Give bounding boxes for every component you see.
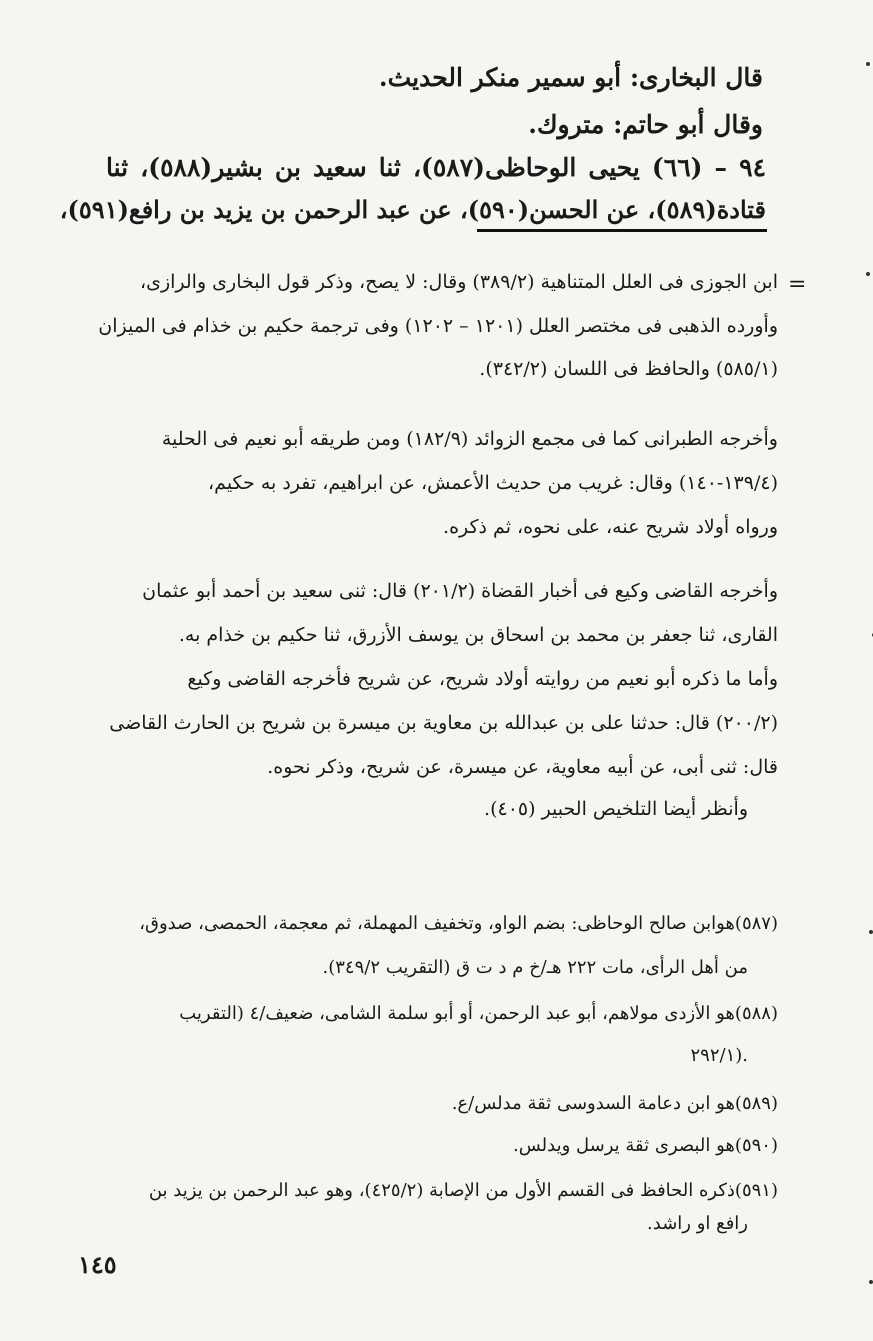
note-line: قال: ثنى أبى، عن أبيه معاوية، عن ميسرة، عن شريح، وذكر نحوه. [267,756,778,778]
note-line: (١٣٩/٤-١٤٠) وقال: غريب من حديث الأعمش، عن ابراهيم، تفرد به حكيم، [208,472,778,494]
footnote-line: رافع او راشد. [647,1213,748,1234]
scan-speck [869,930,873,934]
note-line: (٥٨٥/١) والحافظ فى اللسان (٣٤٢/٢). [479,358,778,380]
continuation-mark: = [788,272,807,297]
note-line: وأما ما ذكره أبو نعيم من روايته أولاد شريح، عن شريح فأخرجه القاضى وكيع [187,668,778,690]
scan-speck [869,1280,873,1284]
main-line-4: قتادة(٥٨٩)، عن الحسن(٥٩٠)، عن عبد الرحمن بن يزيد بن رافع(٥٩١)، [59,195,766,224]
note-line: ابن الجوزى فى العلل المتناهية (٣٨٩/٢) وقال: لا يصح، وذكر قول البخارى والرازى، [139,271,778,293]
footnote-line: ٢٩٢/١). [690,1045,748,1066]
note-line: وأنظر أيضا التلخيص الحبير (٤٠٥). [484,798,748,820]
note-line: وأخرجه الطبرانى كما فى مجمع الزوائد (١٨٢/٩) ومن طريقه أبو نعيم فى الحلية [161,428,778,450]
main-line-3: ٩٤ – (٦٦) يحيى الوحاظى(٥٨٧)، ثنا سعيد بن بشير(٥٨٨)، ثنا [106,153,766,182]
scan-speck [866,62,870,66]
note-line: القارى، ثنا جعفر بن محمد بن اسحاق بن يوسف الأزرق، ثنا حكيم بن خذام به. [178,624,778,646]
footnote-line: (٥٩١)ذكره الحافظ فى القسم الأول من الإصابة (٤٢٥/٢)، وهو عبد الرحمن بن يزيد بن [148,1180,778,1201]
footnote-line: (٥٨٨)هو الأزدى مولاهم، أبو عبد الرحمن، أو أبو سلمة الشامى، ضعيف/٤ (التقريب [179,1003,778,1024]
main-line-2: وقال أبو حاتم: متروك. [528,110,763,139]
footnote-line: من أهل الرأى، مات ٢٢٢ هـ/خ م د ت ق (التقريب ٣٤٩/٢). [322,957,748,978]
text-underline [477,229,767,232]
scan-speck [866,272,870,276]
page-number: ١٤٥ [78,1250,117,1279]
footnote-line: (٥٨٧)هوابن صالح الوحاظى: بضم الواو، وتخفيف المهملة، ثم معجمة، الحمصى، صدوق، [139,913,778,934]
main-line-1: قال البخارى: أبو سمير منكر الحديث. [378,63,763,92]
note-line: ورواه أولاد شريح عنه، على نحوه، ثم ذكره. [443,516,778,538]
footnote-line: (٥٨٩)هو ابن دعامة السدوسى ثقة مدلس/ع. [451,1093,778,1114]
note-line: وأخرجه القاضى وكيع فى أخبار القضاة (٢٠١/٢) قال: ثنى سعيد بن أحمد أبو عثمان [142,580,778,602]
footnote-line: (٥٩٠)هو البصرى ثقة يرسل ويدلس. [512,1135,778,1156]
note-line: وأورده الذهبى فى مختصر العلل (١٢٠١ – ١٢٠٢) وفى ترجمة حكيم بن خذام فى الميزان [98,315,778,337]
note-line: (٢٠٠/٢) قال: حدثنا على بن عبدالله بن معاوية بن ميسرة بن شريح بن الحارث القاضى [109,712,778,734]
